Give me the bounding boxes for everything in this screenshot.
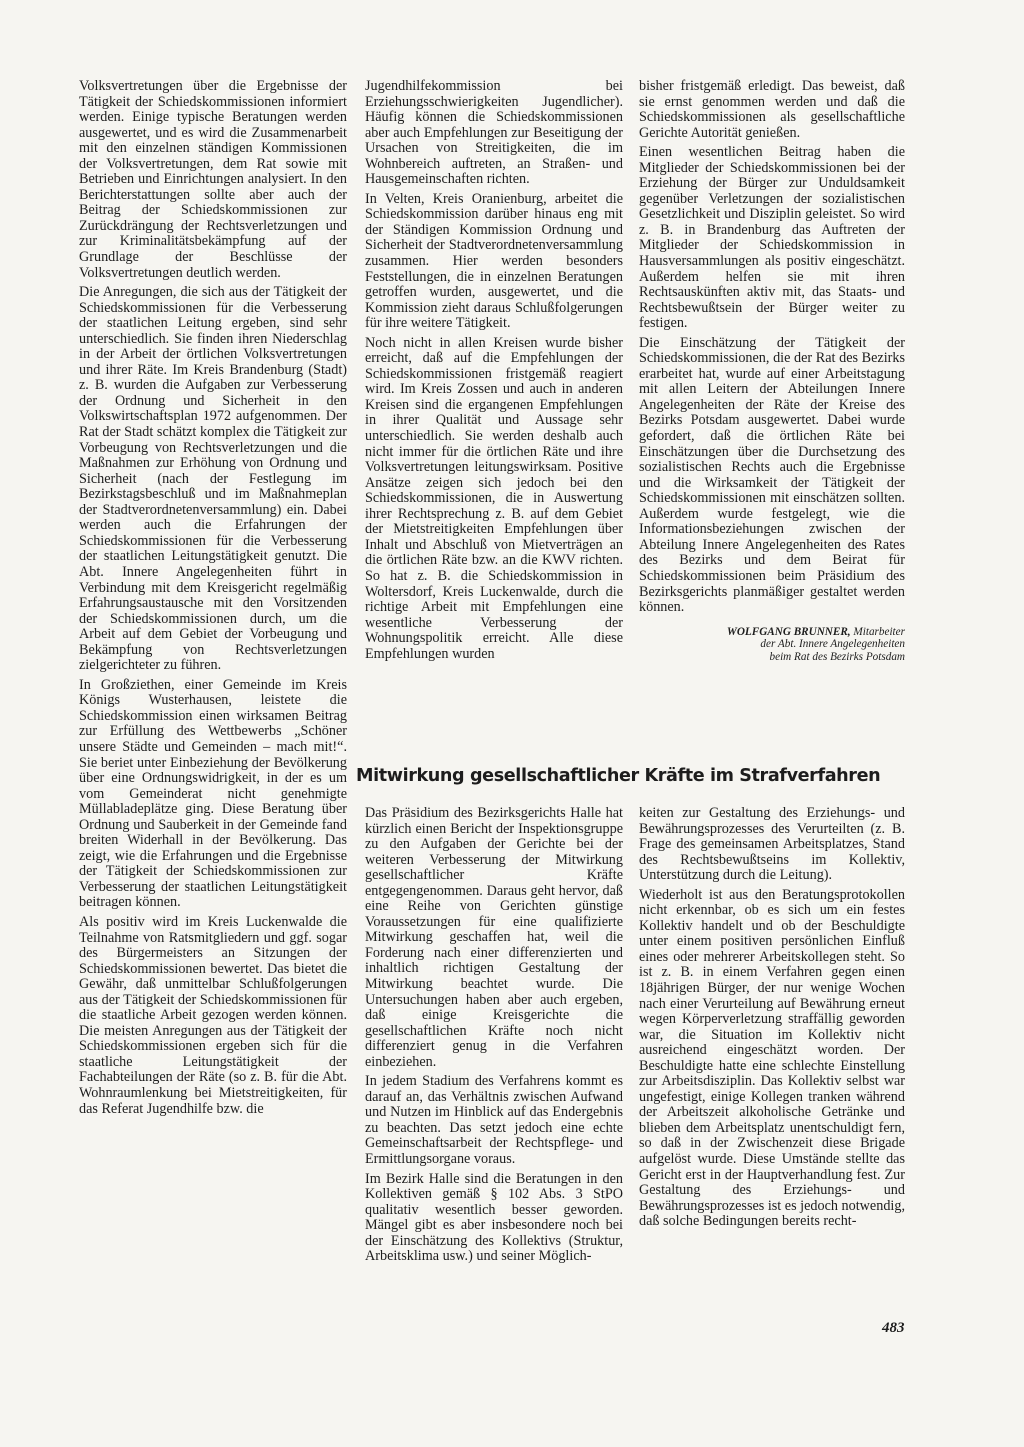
author-office: beim Rat des Bezirks Potsdam [769, 650, 905, 663]
paragraph: In Velten, Kreis Oranienburg, arbeitet die Schiedskommission darüber hinaus eng mit der Ständigen Kommission Ordnung und Sicherheit der Stadtverordnetenversammlung zusammen. Hier werden besonders Feststellungen, die in einzelnen Beratungen getroffen wurden, ausgewertet, und die Kommission zieht daraus Schlußfolgerungen für ihre weitere Tätigkeit. [365, 190, 623, 332]
paragraph: Als positiv wird im Kreis Luckenwalde die Teilnahme von Ratsmitgliedern und ggf. sogar des Bürgermeisters an Sitzungen der Schiedskommissionen bewertet. Das bietet die Gewähr, daß unmittelbar Schlußfolgerungen aus der Tätigkeit der Schiedskommissionen für die staatliche Arbeit gezogen werden können. Die meisten Anregungen aus der Tätigkeit der Schiedskommissionen ergeben sich für die staatliche Leitungstätigkeit der Fachabteilungen der Räte (so z. B. für die Abt. Wohnraumlenkung bei Mietstreitigkeiten, für das Referat Jugendhilfe bzw. die [79, 913, 347, 1117]
paragraph: keiten zur Gestaltung des Erziehungs- und Bewährungsprozesses des Verurteilten (z. B. Frage des gemeinsamen Arbeitsplatzes, Stand des Rechtsbewußtseins im Kollektiv, Unterstützung durch die Leitung). [639, 805, 905, 884]
column-1 [79, 79, 347, 1121]
paragraph: Jugendhilfekommission bei Erziehungsschwierigkeiten Jugendlicher). Häufig können die Schiedskommissionen aber auch Empfehlungen zur Beseitigung der Ursachen von Streitigkeiten, die im Wohnbereich auftreten, an Straßen- und Hausgemeinschaften richten. [365, 78, 623, 188]
column-4 [365, 806, 623, 1269]
paragraph: Einen wesentlichen Beitrag haben die Mitglieder der Schiedskommissionen bei der Erziehung der Bürger zur Unduldsamkeit gegenüber Verletzungen der sozialistischen Gesetzlichkeit und Disziplin geleistet. So wird z. B. in Brandenburg das Auftreten der Mitglieder der Schiedskommission in Hausversammlungen als positiv eingeschätzt. Außerdem helfen sie mit ihren Rechtsauskünften aktiv mit, das Staats- und Rechtsbewußtsein der Bürger weiter zu festigen. [639, 144, 905, 332]
paragraph: Die Anregungen, die sich aus der Tätigkeit der Schiedskommissionen für die Verbesserung der staatlichen Leitung ergeben, sind sehr unterschiedlich. Sie finden ihren Niederschlag in der Arbeit der örtlichen Volksvertretungen und ihrer Räte. Im Kreis Brandenburg (Stadt) z. B. wurden die Aufgaben zur Verbesserung der Ordnung und Sicherheit in den Volkswirtschaftsplan 1972 aufgenommen. Der Rat der Stadt schätzt komplex die Tätigkeit zur Vorbeugung von Rechtsverletzungen und die Maßnahmen zur Erhöhung von Ordnung und Sicherheit (nach der Festlegung im Bezirkstagsbeschluß und im Maßnahmeplan der Stadtverordnetenversammlung) ein. Dabei werden auch die Erfahrungen der Schiedskommissionen für die Verbesserung der staatlichen Leitungstätigkeit genutzt. Die Abt. Innere Angelegenheiten führt in Verbindung mit dem Kreisgericht regelmäßig Erfahrungsaustausche mit den Vorsitzenden der Schiedskommissionen durch, um die Arbeit auf dem Gebiet der Vorbeugung und Bekämpfung von Rechtsverletzungen zielgerichteter zu führen. [79, 284, 347, 674]
author-signature [639, 626, 905, 664]
author-name: WOLFGANG BRUNNER, [726, 625, 851, 638]
page-number: 483 [882, 1320, 905, 1336]
paragraph: Noch nicht in allen Kreisen wurde bisher erreicht, daß auf die Empfehlungen der Schiedskommissionen fristgemäß reagiert wird. Im Kreis Zossen und auch in anderen Kreisen sind die ergangenen Empfehlungen in ihrer Qualität und Aussage sehr unterschiedlich. Sie werden deshalb auch nicht immer für die örtlichen Räte und ihre Volksvertretungen leitungswirksam. Positive Ansätze zeigen sich jedoch bei den Schiedskommissionen, die in Auswertung ihrer Rechtsprechung z. B. auf dem Gebiet der Mietstreitigkeiten Empfehlungen über Inhalt und Abschluß von Mietverträgen an die örtlichen Räte bzw. an die KWV richten. So hat z. B. die Schiedskommission in Woltersdorf, Kreis Luckenwalde, durch die richtige Arbeit mit Empfehlungen eine wesentliche Verbesserung der Wohnungspolitik erreicht. Alle diese Empfehlungen wurden [365, 334, 623, 662]
article-headline: Mitwirkung gesellschaftlicher Kräfte im Strafverfahren [356, 766, 881, 786]
paragraph: In jedem Stadium des Verfahrens kommt es darauf an, das Verhältnis zwischen Aufwand und Nutzen im Hinblick auf das Endergebnis zu beachten. Das setzt jedoch eine echte Gemeinschaftsarbeit der Rechtspflege- und Ermittlungsorgane voraus. [365, 1073, 623, 1168]
paragraph: Volksvertretungen über die Ergebnisse der Tätigkeit der Schiedskommissionen informiert werden. Einige typische Beratungen werden ausgewertet, und es wird die Zusammenarbeit mit den einzelnen ständigen Kommissionen der Volksvertretungen, dem Rat sowie mit Betrieben und Einrichtungen analysiert. In den Berichterstattungen sollte aber auch der Beitrag der Schiedskommissionen zur Zurückdrängung der Rechtsverletzungen und zur Kriminalitätsbekämpfung auf der Grundlage der Beschlüsse der Volksvertretungen deutlich werden. [79, 78, 347, 281]
column-3 [639, 79, 905, 663]
author-department: der Abt. Innere Angelegenheiten [760, 638, 905, 651]
paragraph: bisher fristgemäß erledigt. Das beweist, daß sie ernst genommen werden und daß die Schiedskommissionen als gesellschaftliche Gerichte Autorität genießen. [639, 78, 905, 141]
paragraph: In Großziethen, einer Gemeinde im Kreis Königs Wusterhausen, leistete die Schiedskommission einen wirksamen Beitrag zur Erfüllung des Wettbewerbs „Schöner unsere Städte und Gemeinden – mach mit!“. Sie beriet unter Einbeziehung der Bevölkerung über eine Ordnungswidrigkeit, in der es um vom Gemeinderat nicht genehmigte Müllabladeplätze ging. Diese Beratung über Ordnung und Sauberkeit in der Gemeinde fand breiten Widerhall in der Bevölkerung. Das zeigt, wie die Erfahrungen und die Ergebnisse der Tätigkeit der Schiedskommissionen zur Verbesserung der staatlichen Leitungstätigkeit beitragen können. [79, 676, 347, 911]
paragraph: Die Einschätzung der Tätigkeit der Schiedskommissionen, die der Rat des Bezirks erarbeitet hat, wurde auf einer Arbeitstagung mit allen Leitern der Abteilungen Innere Angelegenheiten der Räte der Kreise des Bezirks Potsdam ausgewertet. Dabei wurde gefordert, daß die örtlichen Räte bei Einschätzungen über die Durchsetzung des sozialistischen Rechts auch die Ergebnisse und die Wirksamkeit der Tätigkeit der Schiedskommissionen mit einschätzen sollten. Außerdem wurde festgelegt, wie die Informationsbeziehungen zwischen der Abteilung Innere Angelegenheiten des Rates des Bezirks und dem Beirat für Schiedskommissionen beim Präsidium des Bezirksgerichts planmäßiger gestaltet werden können. [639, 334, 905, 616]
paragraph: Im Bezirk Halle sind die Beratungen in den Kollektiven gemäß § 102 Abs. 3 StPO qualitativ wesentlich besser geworden. Mängel gibt es aber insbesondere noch bei der Einschätzung des Kollektivs (Struktur, Arbeitsklima usw.) und seiner Möglich- [365, 1170, 623, 1265]
column-5 [639, 806, 905, 1234]
author-role: Mitarbeiter [853, 625, 905, 638]
paragraph: Das Präsidium des Bezirksgerichts Halle hat kürzlich einen Bericht der Inspektionsgruppe zu den Aufgaben der Gerichte bei der weiteren Verbesserung der Mitwirkung gesellschaftlicher Kräfte entgegengenommen. Daraus geht hervor, daß eine Reihe von Gerichten günstige Voraussetzungen für eine qualifizierte Mitwirkung geschaffen hat, weil die Forderung nach einer differenzierten und inhaltlich richtigen Gestaltung der Mitwirkung beachtet wurde. Die Untersuchungen haben aber auch ergeben, daß einige Kreisgerichte die gesellschaftlichen Kräfte noch nicht differenziert genug in die Verfahren einbeziehen. [365, 805, 623, 1070]
paragraph: Wiederholt ist aus den Beratungsprotokollen nicht erkennbar, ob es sich um ein festes Kollektiv handelt und ob der Beschuldigte unter einem positiven persönlichen Einfluß eines oder mehrerer Arbeitskollegen steht. So ist z. B. in einem Verfahren gegen einen 18jährigen Bürger, der nur wenige Wochen nach einer Verurteilung auf Bewährung erneut wegen Körperverletzung straffällig geworden war, die Situation im Kollektiv nicht ausreichend eingeschätzt worden. Der Beschuldigte hatte eine schlechte Einstellung zur Arbeitsdisziplin. Das Kollektiv selbst war ungefestigt, einige Kollegen tranken während der Arbeitszeit alkoholische Getränke und blieben dem Arbeitsplatz unentschuldigt fern, so daß in der Zwischenzeit diese Brigade aufgelöst wurde. Diese Umstände stellte das Gericht erst in der Hauptverhandlung fest. Zur Gestaltung des Erziehungs- und Bewährungsprozesses ist es jedoch notwendig, daß solche Bedingungen bereits recht- [639, 886, 905, 1230]
column-2 [365, 79, 623, 666]
